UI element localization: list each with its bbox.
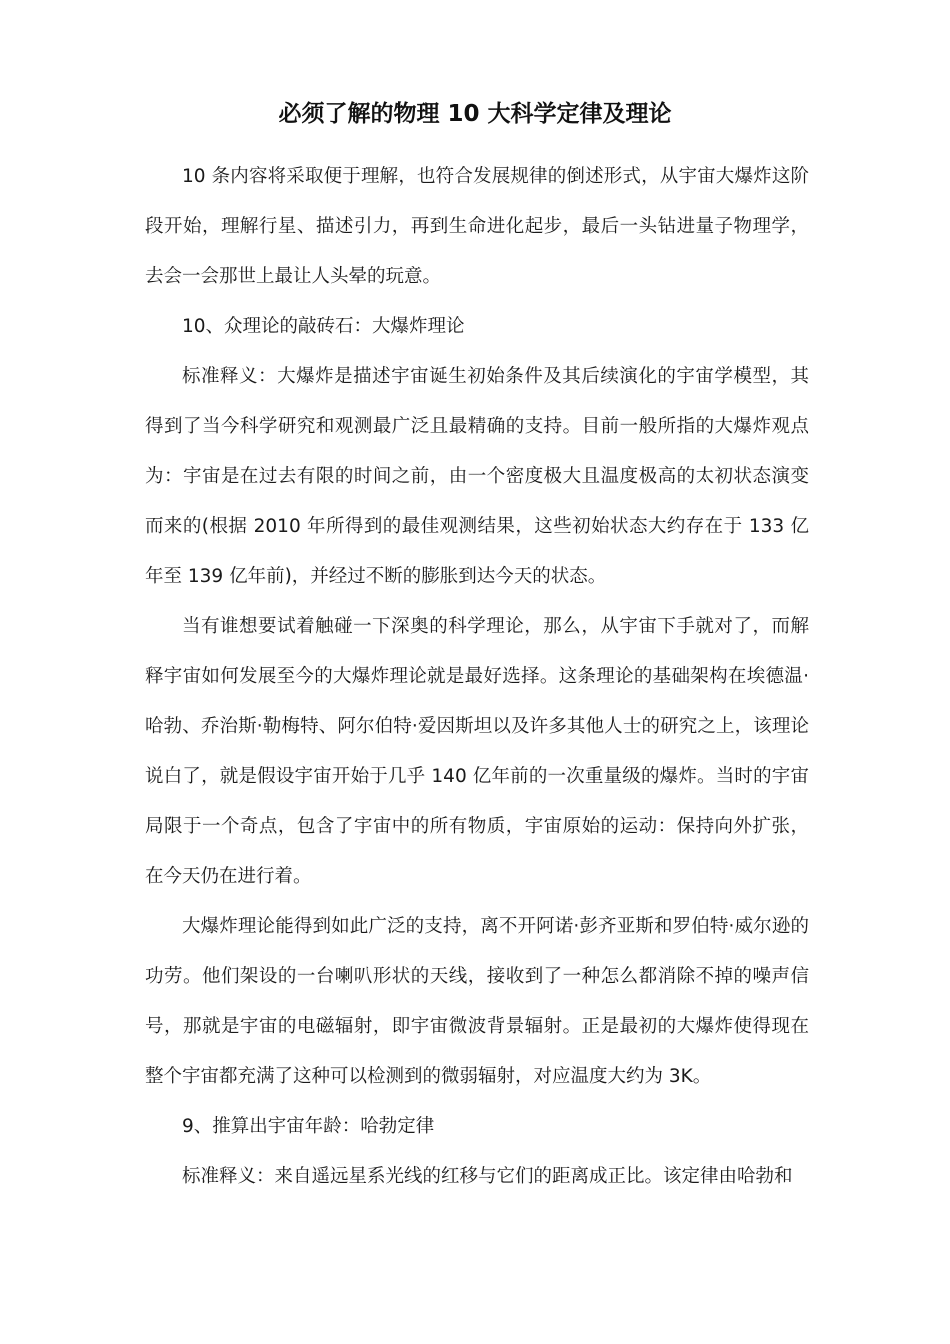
document-title: 必须了解的物理 10 大科学定律及理论 — [278, 101, 672, 127]
document-body — [145, 152, 809, 1202]
big-bang-explanation-paragraph: 当有谁想要试着触碰一下深奥的科学理论，那么，从宇宙下手就对了，而解释宇宙如何发展至今的大爆炸理论就是最好选择。这条理论的基础架构在埃德温·哈勃、乔治斯·勒梅特、阿尔伯特·爱因斯坦以及许多其他人士的研究之上，该理论说白了，就是假设宇宙开始于几乎 140 亿年前的一次重量级的爆炸。当时的宇宙局限于一个奇点，包含了宇宙中的所有物质，宇宙原始的运动：保持向外扩张，在今天仍在进行着。 — [145, 616, 809, 887]
section-heading-9: 9、推算出宇宙年龄：哈勃定律 — [182, 1116, 435, 1137]
big-bang-support-paragraph: 大爆炸理论能得到如此广泛的支持，离不开阿诺·彭齐亚斯和罗伯特·威尔逊的功劳。他们架设的一台喇叭形状的天线，接收到了一种怎么都消除不掉的噪声信号，那就是宇宙的电磁辐射，即宇宙微波背景辐射。正是最初的大爆炸使得现在整个宇宙都充满了这种可以检测到的微弱辐射，对应温度大约为 3K。 — [145, 916, 809, 1087]
section-heading-10: 10、众理论的敲砖石：大爆炸理论 — [182, 316, 465, 337]
big-bang-definition-paragraph: 标准释义：大爆炸是描述宇宙诞生初始条件及其后续演化的宇宙学模型，其得到了当今科学研究和观测最广泛且最精确的支持。目前一般所指的大爆炸观点为：宇宙是在过去有限的时间之前，由一个密度极大且温度极高的太初状态演变而来的(根据 2010 年所得到的最佳观测结果，这些初始状态大约存在于 133 亿年至 139 亿年前)，并经过不断的膨胀到达今天的状态。 — [145, 366, 809, 587]
hubble-definition-paragraph: 标准释义：来自遥远星系光线的红移与它们的距离成正比。该定律由哈勃和 — [182, 1166, 793, 1187]
intro-paragraph: 10 条内容将采取便于理解，也符合发展规律的倒述形式，从宇宙大爆炸这阶段开始，理解行星、描述引力，再到生命进化起步，最后一头钻进量子物理学，去会一会那世上最让人头晕的玩意。 — [145, 166, 809, 287]
